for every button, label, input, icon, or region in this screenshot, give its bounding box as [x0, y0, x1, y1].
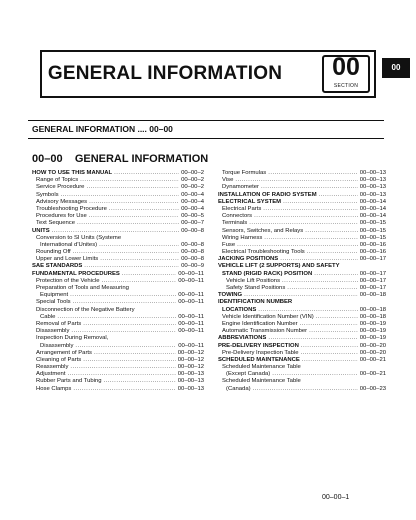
- toc-entry-label: STAND (RIGID RACK) POSITION: [222, 270, 313, 277]
- toc-entry-label: Service Procedure: [36, 184, 85, 191]
- toc-entry-label: Disassembly: [40, 342, 74, 349]
- toc-entry-label: Protection of the Vehicle: [36, 277, 100, 284]
- toc-entry[interactable]: [32, 386, 204, 393]
- leader-dots: [300, 321, 358, 328]
- toc-title: GENERAL INFORMATION .... 00–00: [32, 124, 173, 134]
- leader-dots: [235, 177, 357, 184]
- toc-entry[interactable]: [32, 299, 204, 306]
- toc-entry[interactable]: [218, 184, 386, 191]
- leader-dots: [122, 271, 176, 278]
- toc-entry-label: Troubleshooting Procedure: [36, 205, 107, 212]
- toc-entry[interactable]: [32, 170, 204, 177]
- toc-entry-label: Fuse: [222, 241, 236, 248]
- toc-entry[interactable]: [32, 321, 204, 328]
- leader-dots: [109, 206, 179, 213]
- toc-entry-page: 00–00–13: [359, 191, 386, 198]
- toc-entry-label: LOCATIONS: [222, 306, 257, 313]
- leader-dots: [70, 292, 176, 299]
- leader-dots: [287, 285, 358, 292]
- side-section-tab[interactable]: 00: [382, 58, 410, 78]
- leader-dots: [268, 170, 358, 177]
- toc-entry[interactable]: [32, 206, 204, 213]
- toc-entry-label: VEHICLE LIFT (2 SUPPORTS) AND SAFETY: [218, 263, 340, 270]
- toc-entry-label: Electrical Parts: [222, 205, 262, 212]
- toc-entry[interactable]: [32, 371, 204, 378]
- toc-entry-label: Advisory Messages: [36, 198, 88, 205]
- toc-entry-label: Conversion to SI Units (Systeme: [36, 234, 122, 241]
- toc-entry-label: Engine Identification Number: [222, 320, 298, 327]
- toc-entry-page: 00–00–9: [181, 263, 204, 270]
- section-label: SECTION: [333, 83, 359, 89]
- toc-entry[interactable]: [218, 285, 386, 292]
- toc-entry[interactable]: [218, 228, 386, 235]
- toc-entry[interactable]: [218, 371, 386, 378]
- toc-entry-label: International d'Unites): [40, 241, 98, 248]
- toc-entry-label: IDENTIFICATION NUMBER: [218, 299, 293, 306]
- leader-dots: [114, 170, 179, 177]
- leader-dots: [86, 184, 179, 191]
- toc-entry-page: 00–00–2: [181, 170, 204, 176]
- leader-dots: [94, 350, 176, 357]
- toc-entry[interactable]: [32, 242, 204, 249]
- toc-entry-page: 00–00–17: [359, 270, 386, 277]
- toc-entry[interactable]: [32, 357, 204, 364]
- leader-dots: [302, 357, 358, 364]
- leader-dots: [305, 228, 358, 235]
- leader-dots: [268, 335, 357, 342]
- toc-entry[interactable]: [218, 278, 386, 285]
- toc-entry[interactable]: [218, 314, 386, 321]
- page-title: GENERAL INFORMATION: [47, 63, 283, 84]
- toc-entry-label: JACKING POSITIONS: [218, 256, 279, 263]
- leader-dots: [301, 350, 358, 357]
- toc-entry[interactable]: [218, 299, 386, 306]
- toc-entry-label: Arrangement of Parts: [36, 349, 92, 356]
- toc-entry-page: 00–00–11: [178, 277, 204, 284]
- toc-entry-label: Adjustment: [36, 371, 66, 378]
- toc-entry-label: TOWING: [218, 292, 243, 299]
- toc-entry-label: Sensors, Switches, and Relays: [222, 227, 304, 234]
- toc-entry[interactable]: [218, 350, 386, 357]
- leader-dots: [319, 192, 358, 199]
- toc-entry-label: Cleaning of Parts: [36, 356, 82, 363]
- toc-entry-page: 00–00–21: [359, 371, 386, 378]
- toc-entry[interactable]: [218, 343, 386, 350]
- leader-dots: [83, 357, 176, 364]
- section-number: 00: [332, 53, 360, 81]
- toc-entry[interactable]: [218, 321, 386, 328]
- leader-dots: [52, 228, 179, 235]
- toc-entry-page: 00–00–17: [359, 285, 386, 291]
- toc-entry-page: 00–00–16: [359, 249, 386, 256]
- leader-dots: [283, 199, 358, 206]
- toc-entry-label: PRE-DELIVERY INSPECTION: [218, 342, 299, 349]
- toc-entry[interactable]: [32, 256, 204, 263]
- toc-entry-page: 00–00–19: [359, 320, 386, 327]
- toc-entry-page: 00–00–18: [359, 306, 386, 313]
- toc-entry-label: Reassembly: [36, 364, 69, 371]
- toc-entry[interactable]: [32, 184, 204, 191]
- leader-dots: [282, 278, 358, 285]
- toc-entry-page: 00–00–4: [181, 191, 204, 198]
- divider-top: [28, 120, 384, 121]
- section-heading: 00–00 GENERAL INFORMATION: [32, 153, 209, 165]
- leader-dots: [272, 371, 358, 378]
- toc-entry-label: Text Sequence: [36, 220, 75, 227]
- toc-entry-label: Wiring Harness: [222, 234, 263, 241]
- toc-entry-page: 00–00–11: [178, 320, 204, 327]
- toc-entry-label: Equipment: [40, 292, 69, 299]
- toc-entry[interactable]: [32, 343, 204, 350]
- toc-entry-label: Torque Formulas: [222, 170, 267, 176]
- toc-entry[interactable]: [218, 307, 386, 314]
- toc-entry-page: 00–00–13: [177, 378, 204, 385]
- leader-dots: [61, 192, 179, 199]
- leader-dots: [237, 242, 358, 249]
- toc-entry-label: Vehicle Identification Number (VIN): [222, 313, 314, 320]
- toc-entry[interactable]: [32, 350, 204, 357]
- leader-dots: [73, 299, 177, 306]
- toc-entry[interactable]: [32, 378, 204, 385]
- toc-entry-label: Removal of Parts: [36, 320, 82, 327]
- toc-entry-page: 00–00–15: [359, 220, 386, 227]
- toc-entry-label: Symbols: [36, 191, 59, 198]
- toc-entry-page: 00–00–13: [359, 170, 386, 176]
- toc-entry-label: Safety Stand Positions: [226, 285, 286, 291]
- toc-entry[interactable]: [32, 335, 204, 342]
- toc-entry-label: Procedures for Use: [36, 213, 87, 220]
- toc-entry[interactable]: [32, 177, 204, 184]
- toc-entry-page: 00–00–2: [181, 184, 204, 191]
- toc-entry[interactable]: [218, 263, 386, 270]
- leader-dots: [316, 314, 358, 321]
- toc-entry-page: 00–00–21: [359, 356, 386, 363]
- leader-dots: [100, 256, 179, 263]
- toc-entry[interactable]: [32, 314, 204, 321]
- toc-entry-page: 00–00–19: [359, 328, 386, 335]
- toc-entry-page: 00–00–17: [359, 277, 386, 284]
- leader-dots: [254, 213, 358, 220]
- toc-entry-page: 00–00–8: [181, 227, 204, 234]
- toc-entry-page: 00–00–19: [359, 335, 386, 342]
- toc-entry-label: Disconnection of the Negative Battery: [36, 306, 135, 313]
- toc-entry-page: 00–00–13: [359, 177, 386, 184]
- toc-entry-page: 00–00–15: [359, 227, 386, 234]
- toc-entry[interactable]: [218, 249, 386, 256]
- leader-dots: [249, 220, 358, 227]
- toc-entry[interactable]: [218, 357, 386, 364]
- toc-entry-page: 00–00–14: [359, 198, 386, 205]
- toc-entry-label: Cable: [40, 313, 56, 320]
- toc-entry-page: 00–00–11: [178, 292, 204, 299]
- toc-column-right: [218, 170, 386, 393]
- leader-dots: [280, 256, 358, 263]
- toc-column-left: [32, 170, 204, 393]
- toc-entry-label: Electrical Troubleshooting Tools: [222, 249, 305, 256]
- toc-entry-label: Inspection During Removal,: [36, 335, 109, 342]
- leader-dots: [301, 343, 358, 350]
- leader-dots: [258, 307, 358, 314]
- leader-dots: [75, 343, 176, 350]
- toc-entry[interactable]: [218, 328, 386, 335]
- toc-entry[interactable]: [218, 335, 386, 342]
- toc-entry[interactable]: [218, 364, 386, 371]
- toc-entry-page: 00–00–11: [178, 299, 204, 306]
- leader-dots: [80, 177, 179, 184]
- toc-entry[interactable]: [32, 328, 204, 335]
- toc-entry-page: 00–00–16: [359, 241, 386, 248]
- footer-page-number: 00–00–1: [322, 494, 350, 501]
- leader-dots: [70, 364, 175, 371]
- toc-entry[interactable]: [218, 170, 386, 177]
- leader-dots: [73, 249, 179, 256]
- toc-entry-label: FUNDAMENTAL PROCEDURES: [32, 270, 120, 277]
- toc-entry-label: Rubber Parts and Tubing: [36, 378, 102, 385]
- toc-entry-page: 00–00–11: [178, 342, 204, 349]
- toc-entry[interactable]: [218, 386, 386, 393]
- toc-entry[interactable]: [32, 278, 204, 285]
- toc-entry[interactable]: [32, 199, 204, 206]
- toc-entry-page: 00–00–2: [181, 177, 204, 184]
- toc-entry-label: Range of Topics: [36, 177, 79, 184]
- leader-dots: [263, 206, 357, 213]
- toc-entry-page: 00–00–20: [359, 349, 386, 356]
- toc-entry-page: 00–00–4: [181, 198, 204, 205]
- toc-entry[interactable]: [32, 213, 204, 220]
- toc-entry[interactable]: [218, 378, 386, 385]
- toc-entry[interactable]: [218, 256, 386, 263]
- toc-entry-label: Vise: [222, 177, 234, 184]
- toc-entry-label: (Except Canada): [226, 371, 271, 378]
- toc-entry-page: 00–00–8: [181, 241, 204, 248]
- toc-entry[interactable]: [32, 249, 204, 256]
- toc-entry[interactable]: [32, 192, 204, 199]
- toc-entry-page: 00–00–14: [359, 213, 386, 220]
- toc-entry-label: Upper and Lower Limits: [36, 256, 99, 263]
- toc-entry-label: Dynamometer: [222, 184, 259, 191]
- toc-entry-page: 00–00–11: [178, 328, 204, 335]
- toc-entry-label: Scheduled Maintenance Table: [222, 378, 301, 385]
- toc-entry-page: 00–00–20: [359, 342, 386, 349]
- leader-dots: [244, 292, 358, 299]
- toc-entry-page: 00–00–12: [177, 356, 204, 363]
- toc-entry-page: 00–00–17: [359, 256, 386, 263]
- toc-entry-page: 00–00–15: [359, 234, 386, 241]
- toc-entry[interactable]: [218, 213, 386, 220]
- toc-entry[interactable]: [32, 285, 204, 292]
- leader-dots: [73, 386, 175, 393]
- toc-entry[interactable]: [32, 228, 204, 235]
- leader-dots: [314, 271, 358, 278]
- leader-dots: [89, 199, 179, 206]
- toc-entry-label: ABBREVIATIONS: [218, 335, 267, 342]
- toc-entry-page: 00–00–7: [181, 220, 204, 227]
- leader-dots: [264, 235, 358, 242]
- toc-entry[interactable]: [218, 242, 386, 249]
- divider-bottom: [28, 138, 384, 139]
- toc-entry-label: Special Tools: [36, 299, 71, 306]
- leader-dots: [253, 386, 358, 393]
- toc-entry-label: INSTALLATION OF RADIO SYSTEM: [218, 191, 317, 198]
- leader-dots: [77, 220, 179, 227]
- toc-entry-page: 00–00–18: [359, 292, 386, 299]
- toc-entry-label: Terminals: [222, 220, 248, 227]
- toc-entry-label: Scheduled Maintenance Table: [222, 364, 301, 371]
- toc-entry[interactable]: [218, 199, 386, 206]
- toc-entry-page: 00–00–5: [181, 213, 204, 220]
- toc-entry-page: 00–00–11: [178, 313, 204, 320]
- toc-entry-page: 00–00–13: [177, 385, 204, 392]
- toc-entry-page: 00–00–12: [177, 349, 204, 356]
- toc-entry-label: Preparation of Tools and Measuring: [36, 285, 129, 291]
- toc-entry[interactable]: [32, 235, 204, 242]
- toc-entry[interactable]: [32, 307, 204, 314]
- toc-entry-label: Connectors: [222, 213, 253, 220]
- toc-entry-page: 00–00–18: [359, 313, 386, 320]
- toc-entry-label: Automatic Transmission Number: [222, 328, 308, 335]
- toc-entry-page: 00–00–13: [177, 371, 204, 378]
- leader-dots: [104, 378, 176, 385]
- leader-dots: [71, 328, 176, 335]
- leader-dots: [307, 249, 358, 256]
- toc-entry[interactable]: [218, 192, 386, 199]
- toc-entry-label: Rounding Off: [36, 249, 71, 256]
- toc-entry-label: ELECTRICAL SYSTEM: [218, 198, 282, 205]
- toc-entry[interactable]: [32, 263, 204, 270]
- leader-dots: [89, 213, 179, 220]
- toc-entry[interactable]: [32, 292, 204, 299]
- toc-entry-label: Pre-Delivery Inspection Table: [222, 349, 299, 356]
- toc-entry-page: 00–00–14: [359, 205, 386, 212]
- toc-entry-label: Hose Clamps: [36, 385, 72, 392]
- toc-entry-label: SAE STANDARDS: [32, 263, 83, 270]
- toc-entry[interactable]: [218, 206, 386, 213]
- toc-entry-page: 00–00–23: [359, 385, 386, 392]
- toc-entry[interactable]: [32, 364, 204, 371]
- leader-dots: [261, 184, 358, 191]
- toc-entry-label: Vehicle Lift Positions: [226, 277, 281, 284]
- toc-entry-page: 00–00–4: [181, 205, 204, 212]
- toc-entry-page: 00–00–13: [359, 184, 386, 191]
- toc-entry-label: Disassembly: [36, 328, 70, 335]
- toc-entry[interactable]: [32, 271, 204, 278]
- leader-dots: [57, 314, 176, 321]
- toc-entry[interactable]: [218, 220, 386, 227]
- toc-entry[interactable]: [218, 177, 386, 184]
- leader-dots: [67, 371, 175, 378]
- toc-entry-label: (Canada): [226, 385, 251, 392]
- leader-dots: [84, 263, 179, 270]
- toc-entry-label: UNITS: [32, 227, 50, 234]
- toc-entry[interactable]: [218, 292, 386, 299]
- toc-entry-page: 00–00–8: [181, 256, 204, 263]
- toc-entry-label: HOW TO USE THIS MANUAL: [32, 170, 113, 176]
- toc-entry-page: 00–00–8: [181, 249, 204, 256]
- leader-dots: [99, 242, 179, 249]
- toc-entry[interactable]: [32, 220, 204, 227]
- toc-entry[interactable]: [218, 271, 386, 278]
- leader-dots: [102, 278, 177, 285]
- toc-entry-page: 00–00–11: [178, 270, 204, 277]
- leader-dots: [309, 328, 358, 335]
- toc-entry-page: 00–00–12: [177, 364, 204, 371]
- toc-entry-label: SCHEDULED MAINTENANCE: [218, 356, 300, 363]
- toc-entry[interactable]: [218, 235, 386, 242]
- leader-dots: [83, 321, 176, 328]
